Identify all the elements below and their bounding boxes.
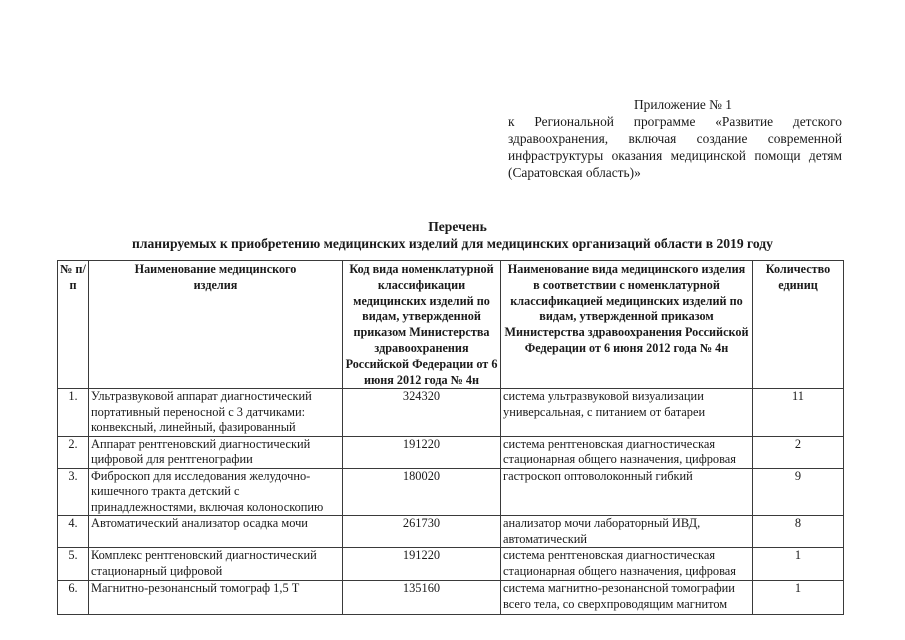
document-title-line1: Перечень	[428, 219, 487, 234]
cell-name: Ультразвуковой аппарат диагностический портативный переносной с 3 датчиками: конвексный, линейный, фазированный	[89, 389, 343, 437]
cell-kind: система рентгеновская диагностическая стационарная общего назначения, цифровая	[501, 436, 753, 468]
cell-name: Фиброскоп для исследования желудочно-кишечного тракта детский с принадлежностями, включая колоноскопию	[89, 468, 343, 516]
cell-qty: 8	[753, 516, 844, 548]
cell-qty: 9	[753, 468, 844, 516]
cell-name: Комплекс рентгеновский диагностический стационарный цифровой	[89, 548, 343, 581]
cell-kind: система магнитно-резонансной томографии всего тела, со сверхпроводящим магнитом	[501, 581, 753, 615]
appendix-block	[508, 96, 842, 181]
cell-code: 324320	[343, 389, 501, 437]
cell-kind: гастроскоп оптоволоконный гибкий	[501, 468, 753, 516]
cell-name: Аппарат рентгеновский диагностический цифровой для рентгенографии	[89, 436, 343, 468]
cell-num: 6.	[58, 581, 89, 615]
cell-qty: 1	[753, 581, 844, 615]
cell-num: 1.	[58, 389, 89, 437]
cell-code: 191220	[343, 548, 501, 581]
header-code: Код вида номенклатурной классификации медицинских изделий по видам, утвержденной приказом Министерства здравоохранения Российской Федерации от 6 июня 2012 года № 4н	[343, 261, 501, 389]
cell-code: 180020	[343, 468, 501, 516]
table-row	[58, 468, 844, 516]
table-row	[58, 389, 844, 437]
header-name: Наименование медицинского изделия	[89, 261, 343, 389]
appendix-text: к Региональной программе «Развитие детского здравоохранения, включая создание современной инфраструктуры оказания медицинской помощи детям (Саратовская область)»	[508, 114, 842, 180]
cell-code: 191220	[343, 436, 501, 468]
header-qty: Количество единиц	[753, 261, 844, 389]
cell-code: 135160	[343, 581, 501, 615]
table-row	[58, 516, 844, 548]
cell-name: Магнитно-резонансный томограф 1,5 Т	[89, 581, 343, 615]
cell-code: 261730	[343, 516, 501, 548]
cell-num: 5.	[58, 548, 89, 581]
table-row	[58, 548, 844, 581]
cell-num: 4.	[58, 516, 89, 548]
header-num: № п/п	[58, 261, 89, 389]
appendix-title: Приложение № 1	[633, 97, 733, 112]
cell-name: Автоматический анализатор осадка мочи	[89, 516, 343, 548]
document-title	[0, 218, 905, 252]
table-row	[58, 581, 844, 615]
table-header-row	[58, 261, 844, 389]
cell-num: 2.	[58, 436, 89, 468]
cell-kind: система рентгеновская диагностическая стационарная общего назначения, цифровая	[501, 548, 753, 581]
table-row	[58, 436, 844, 468]
cell-qty: 11	[753, 389, 844, 437]
cell-num: 3.	[58, 468, 89, 516]
header-kind: Наименование вида медицинского изделия в соответствии с номенклатурной классификацией медицинских изделий по видам, утвержденной приказом Министерства здравоохранения Российской Федерации от 6 июня 2012 года № 4н	[501, 261, 753, 389]
cell-kind: система ультразвуковой визуализации универсальная, с питанием от батареи	[501, 389, 753, 437]
medical-devices-table	[57, 260, 844, 615]
document-title-line2: планируемых к приобретению медицинских изделий для медицинских организаций области в 2019 году	[132, 236, 773, 251]
cell-qty: 2	[753, 436, 844, 468]
cell-kind: анализатор мочи лабораторный ИВД, автоматический	[501, 516, 753, 548]
cell-qty: 1	[753, 548, 844, 581]
